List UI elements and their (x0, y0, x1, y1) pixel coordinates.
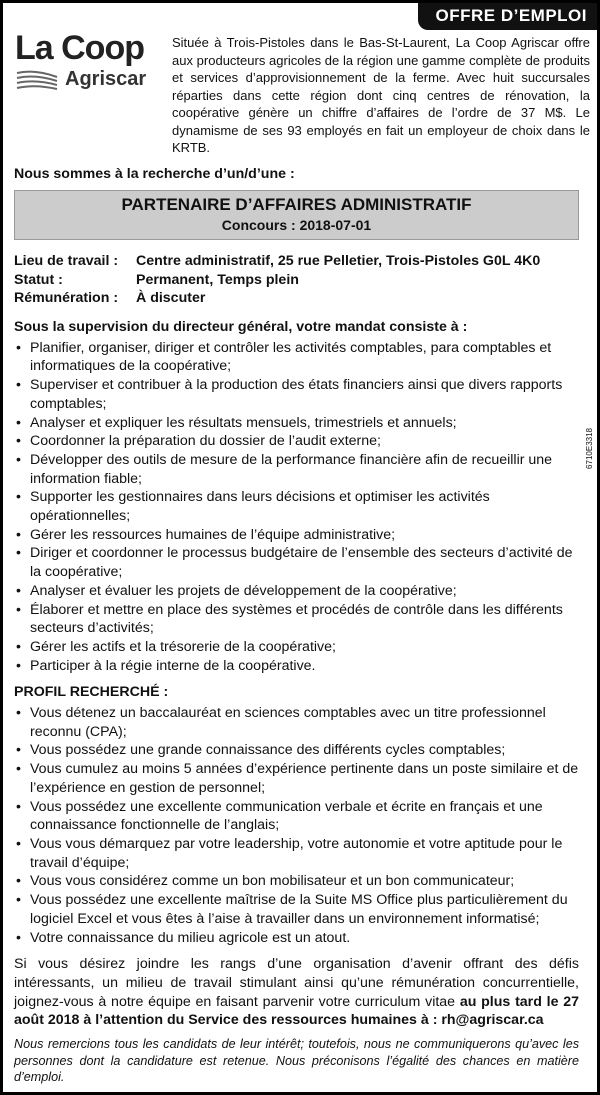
profile-item: • Votre connaissance du milieu agricole est un atout. (14, 929, 579, 948)
field-lines-icon (15, 69, 59, 91)
detail-label: Lieu de travail : (14, 252, 119, 269)
detail-row (14, 252, 579, 271)
detail-row (14, 271, 579, 290)
coop-logo (15, 30, 155, 157)
contest-number: Concours : 2018-07-01 (221, 217, 372, 234)
mandate-item: • Élaborer et mettre en place des systèmes et procédés de contrôle dans les différents secteurs d’activités; (14, 601, 579, 638)
mandate-list (14, 339, 579, 676)
detail-value: À discuter (136, 290, 206, 307)
mandate-item: • Développer des outils de mesure de la performance financière afin de recueillir une information fiable; (14, 451, 579, 488)
job-title-box (14, 190, 579, 240)
mandate-item: • Analyser et évaluer les projets de développement de la coopérative; (14, 582, 579, 601)
mandate-item: • Supporter les gestionnaires dans leurs décisions et optimiser les activités opérationnelles; (14, 488, 579, 525)
logo-subtitle-row (15, 68, 155, 91)
mandate-item: • Planifier, organiser, diriger et contrôler les activités comptables, para comptables et informatiques de la coopérative; (14, 339, 579, 376)
search-heading: Nous sommes à la recherche d’un/d’une : (14, 165, 295, 182)
detail-row (14, 289, 579, 308)
job-details (14, 252, 579, 308)
mandate-item: • Diriger et coordonner le processus budgétaire de l’ensemble des secteurs d’activité de la coopérative; (14, 544, 579, 581)
profile-item: • Vous possédez une excellente maîtrise de la Suite MS Office plus particulièrement du logiciel Excel et vous êtes à l’aise à travailler dans un environnement informatisé; (14, 891, 579, 928)
closing-body: Si vous désirez joindre les rangs d’une organisation d’avenir offrant des défis intéressants, un milieu de travail stimulant ainsi qu’une rémunération concurrentielle, joignez-vous à notre équipe en faisant parvenir votre curriculum vitae (14, 956, 579, 1010)
profile-list (14, 704, 579, 947)
detail-value: Centre administratif, 25 rue Pelletier, Trois-Pistoles G0L 4K0 (136, 252, 541, 269)
mandate-item: • Gérer les actifs et la trésorerie de la coopérative; (14, 638, 579, 657)
footer-note: Nous remercions tous les candidats de leur intérêt; toutefois, nous ne communiquerons qu’avec les personnes dont la candidature est retenue. Nous préconisons l’égalité des chances en matière d’emploi. (14, 1037, 579, 1085)
detail-label: Rémunération : (14, 290, 119, 307)
ad-code: 6710E3318 (585, 428, 594, 469)
profile-item: • Vous détenez un baccalauréat en sciences comptables avec un titre professionnel reconnu (CPA); (14, 704, 579, 741)
detail-value: Permanent, Temps plein (136, 271, 299, 288)
main-content (14, 165, 579, 1086)
closing-deadline: au plus tard le 27 août 2018 à l’attention du Service des ressources humaines à : rh@agriscar.ca (14, 993, 579, 1029)
logo-title: La Coop (15, 29, 144, 67)
profile-item: • Vous cumulez au moins 5 années d’expérience pertinente dans un poste similaire et de l’expérience en gestion de personnel; (14, 760, 579, 797)
mandate-item: • Superviser et contribuer à la production des états financiers ainsi que divers rapports comptables; (14, 376, 579, 413)
closing-text (14, 955, 579, 1030)
mandate-item: • Analyser et expliquer les résultats mensuels, trimestriels et annuels; (14, 414, 579, 433)
offer-tag: OFFRE D’EMPLOI (418, 3, 598, 30)
mandate-heading: Sous la supervision du directeur général, votre mandat consiste à : (14, 319, 468, 336)
mandate-item: • Participer à la régie interne de la coopérative. (14, 657, 579, 676)
profile-heading: PROFIL RECHERCHÉ : (14, 684, 169, 701)
detail-label: Statut : (14, 271, 63, 288)
profile-item: • Vous possédez une excellente communication verbale et écrite en français et une connaissance fonctionnelle de l’anglais; (14, 798, 579, 835)
profile-item: • Vous possédez une grande connaissance des différents cycles comptables; (14, 741, 579, 760)
logo-subtitle: Agriscar (65, 68, 147, 90)
mandate-item: • Coordonner la préparation du dossier de l’audit externe; (14, 432, 579, 451)
mandate-item: • Gérer les ressources humaines de l’équipe administrative; (14, 526, 579, 545)
profile-item: • Vous vous démarquez par votre leadership, votre autonomie et votre aptitude pour le travail d’équipe; (14, 835, 579, 872)
profile-item: • Vous vous considérez comme un bon mobilisateur et un bon communicateur; (14, 872, 579, 891)
job-title: PARTENAIRE D’AFFAIRES ADMINISTRATIF (121, 195, 472, 215)
intro-text: Située à Trois-Pistoles dans le Bas-St-Laurent, La Coop Agriscar offre aux producteurs agricoles de la région une gamme complète de produits et services d’approvisionnement de la ferme. Avec huit succursales réparties dans cette région dont cinq centres de rénovation, la coopérative génère un chiffre d’affaires de l’ordre de 37 M$. Le dynamisme de ses 93 employés en fait un employeur de choix dans le KRTB. (172, 35, 590, 155)
